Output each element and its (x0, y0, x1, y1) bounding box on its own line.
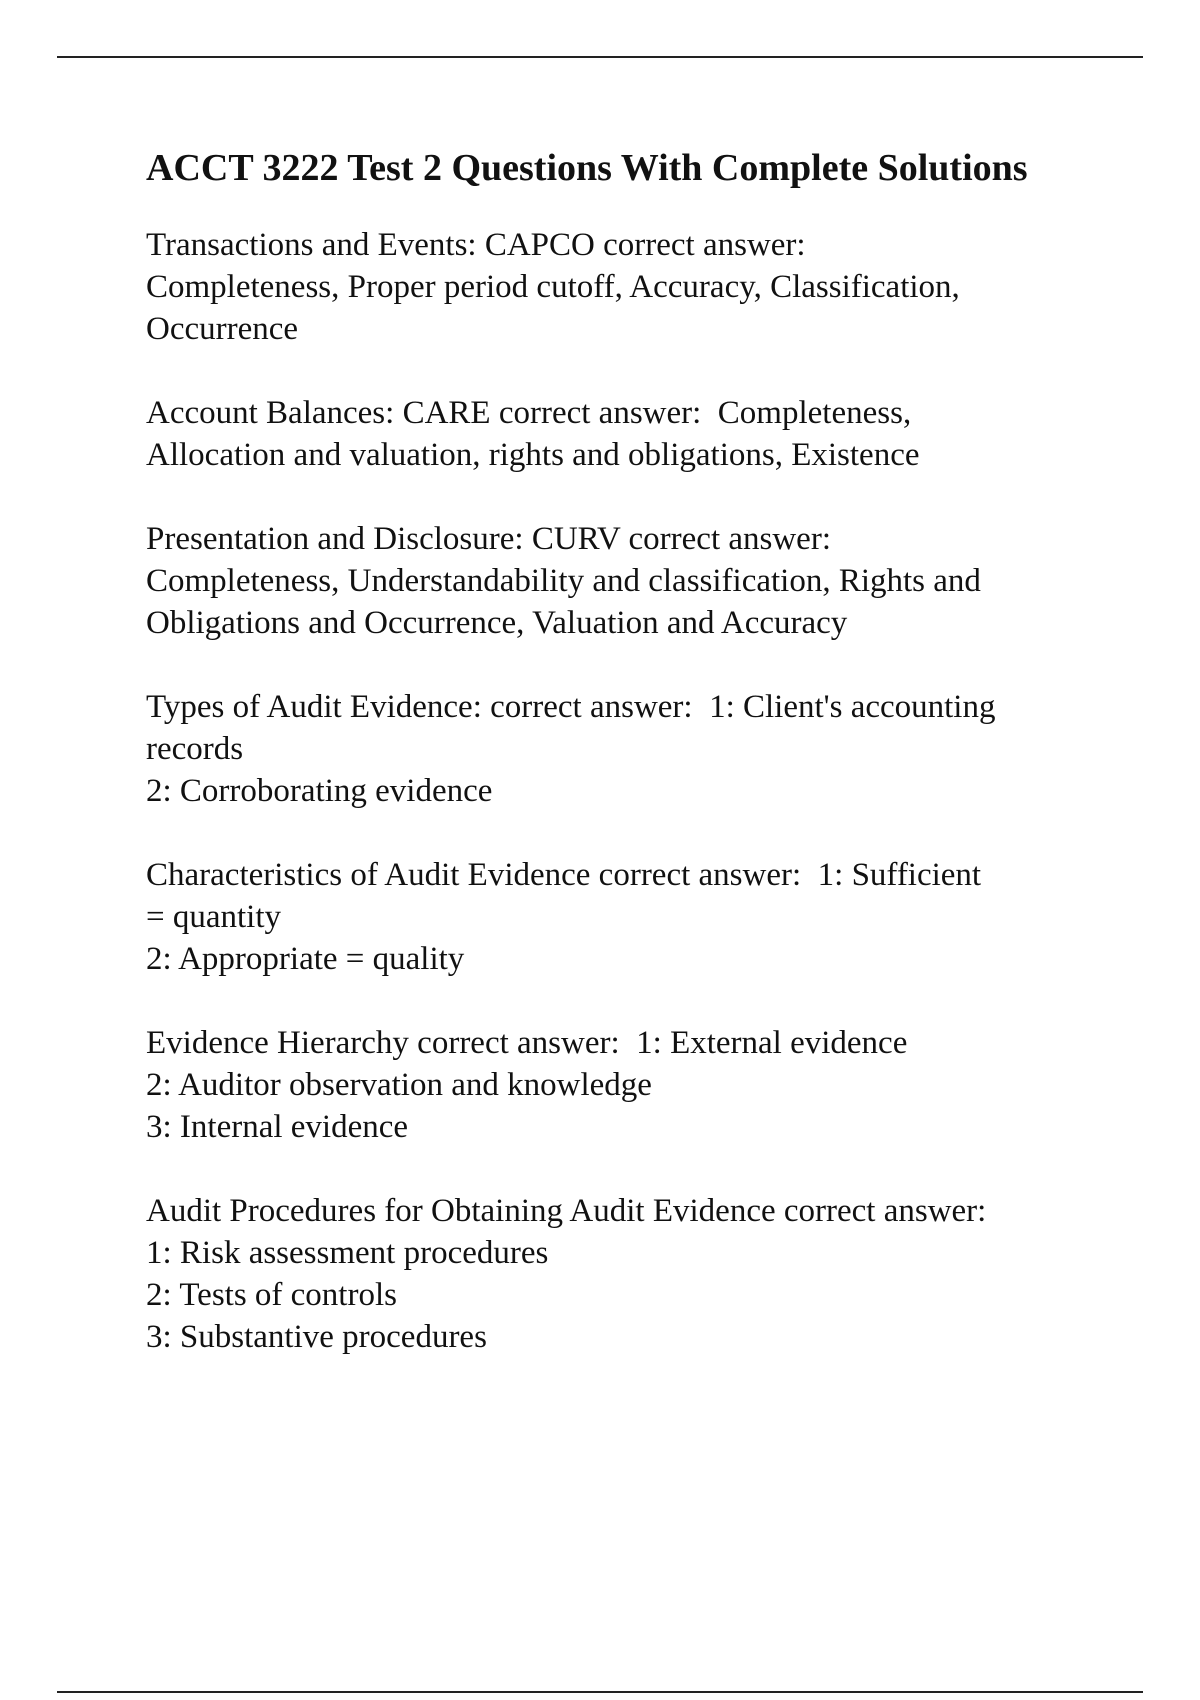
qa-line: Obligations and Occurrence, Valuation and Accuracy (146, 605, 848, 641)
qa-line: Audit Procedures for Obtaining Audit Evidence correct answer: (146, 1193, 987, 1229)
qa-line: Presentation and Disclosure: CURV correct answer: (146, 521, 831, 557)
qa-line: 2: Auditor observation and knowledge (146, 1067, 652, 1103)
qa-line: Account Balances: CARE correct answer: Completeness, (146, 395, 912, 431)
qa-line: Types of Audit Evidence: correct answer: 1: Client's accounting (146, 689, 996, 725)
qa-entry-audit-procedures (146, 1190, 1106, 1358)
top-divider (57, 56, 1143, 58)
qa-entry-capco (146, 224, 1106, 350)
qa-line: 3: Internal evidence (146, 1109, 409, 1145)
qa-line: Evidence Hierarchy correct answer: 1: External evidence (146, 1025, 908, 1061)
qa-line: 2: Tests of controls (146, 1277, 397, 1313)
document-body (146, 142, 1106, 1400)
qa-line: = quantity (146, 899, 282, 935)
qa-line: 2: Appropriate = quality (146, 941, 465, 977)
qa-line: Occurrence (146, 311, 299, 347)
qa-line: Allocation and valuation, rights and obligations, Existence (146, 437, 920, 473)
qa-line: 1: Risk assessment procedures (146, 1235, 549, 1271)
qa-line: Transactions and Events: CAPCO correct answer: (146, 227, 806, 263)
qa-line: 2: Corroborating evidence (146, 773, 493, 809)
qa-entry-care (146, 392, 1106, 476)
qa-entry-evidence-hierarchy (146, 1022, 1106, 1148)
document-title: ACCT 3222 Test 2 Questions With Complete Solutions (146, 147, 1028, 189)
qa-entry-types-of-evidence (146, 686, 1106, 812)
qa-line: Completeness, Understandability and classification, Rights and (146, 563, 981, 599)
qa-entry-curv (146, 518, 1106, 644)
qa-line: records (146, 731, 244, 767)
qa-line: Completeness, Proper period cutoff, Accuracy, Classification, (146, 269, 960, 305)
qa-entry-characteristics (146, 854, 1106, 980)
qa-line: 3: Substantive procedures (146, 1319, 487, 1355)
bottom-divider (57, 1691, 1143, 1693)
qa-line: Characteristics of Audit Evidence correct answer: 1: Sufficient (146, 857, 982, 893)
